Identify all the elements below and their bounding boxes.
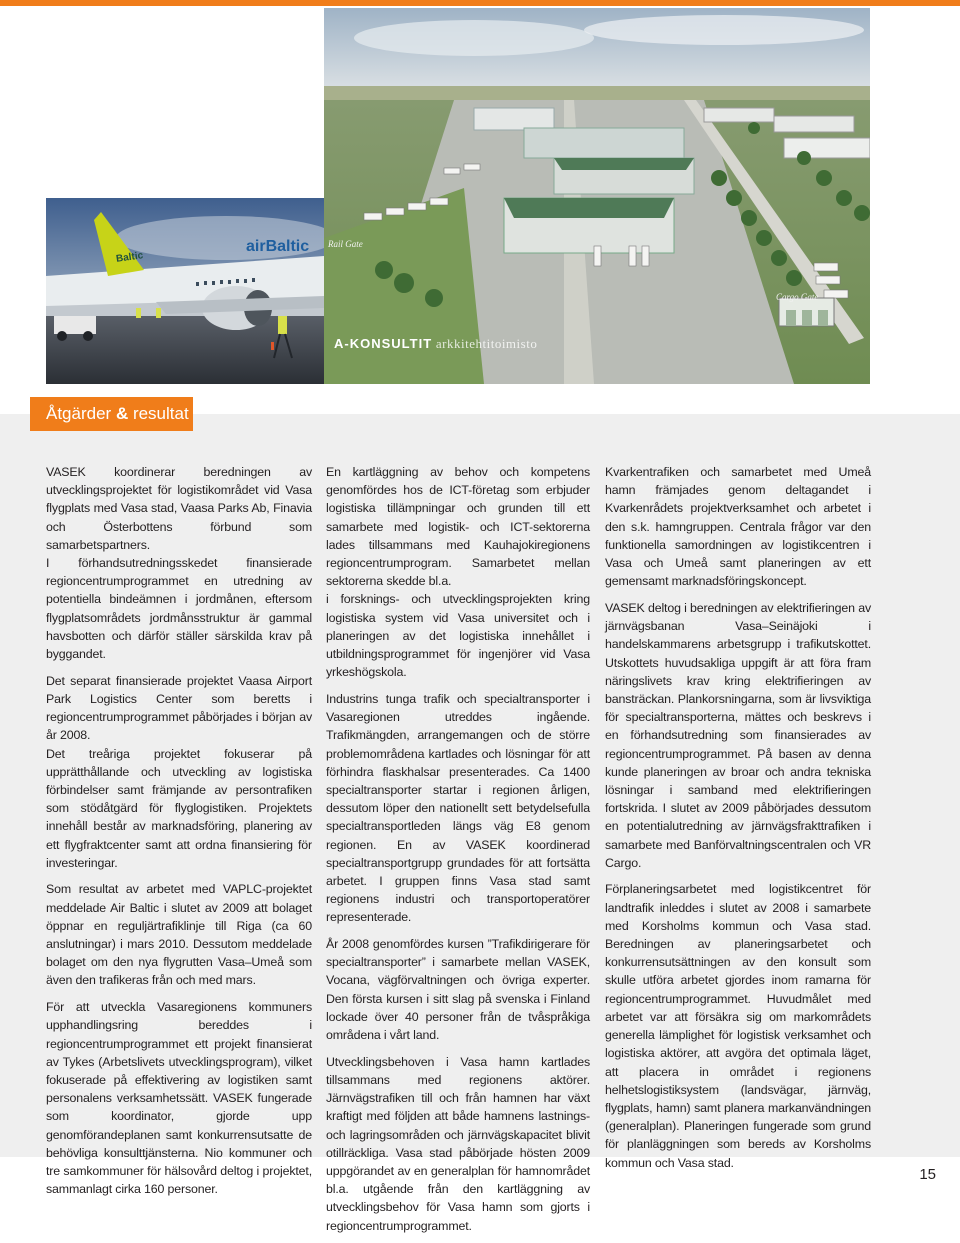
paragraph: Det treåriga projektet fokuserar på upprätthållande och utveckling av logistiska förbindelser samt främjande av persontrafiken som stödåtgärd för flyglogistiken. Projektets innehåll består av marknadsföring, planering av ett flygfraktcenter samt att ordna finansiering för investeringar. <box>46 746 312 870</box>
paragraph: Utvecklingsbehoven i Vasa hamn kartlades tillsammans med regionens aktörer. Järnvägstrafiken till och från hamnen har växt kraftigt med följden att både hamnens lastnings- och lagringsområden och järnvägskapacitet blivit otillräckliga. Vasa stad påbörjade hösten 2009 uppgörandet av en generalplan för hamnområdet bl.a. utgående från den kartläggning av utvecklingsbehov för Vasa hamn som gjorts i regioncentrumprogrammet. <box>326 1054 590 1233</box>
paragraph: Förplaneringsarbetet med logistikcentret för landtrafik inleddes i slutet av 2008 i samarbete med Korsholms kommun och Vasa stad. Beredningen av planeringsarbetet och konkurrensutsättningen av den konsult som skulle utföra arbetet gjordes inom ramarna för regioncentrumprogrammet. Huvudmålet med arbetet var att försäkra sig om markområdets generella lämplighet för logistisk verksamhet och logistiska aktörer, att avgöra det optimala läget, att placera in området i regionens helhetslogistiksystem (landsvägar, järnväg, flygplats, hamn) samt planera markanvändningen (generalplan). Planeringen fungerade som grund för planläggningen som bereds av Korsholms kommun och Vasa stad. <box>605 882 871 1170</box>
watermark-subtitle: arkkitehtitoimisto <box>435 336 538 351</box>
heading-ampersand: & <box>115 404 129 423</box>
logistics-center-aerial-image <box>324 8 870 384</box>
airbaltic-plane-photo <box>46 198 324 384</box>
top-accent-bar <box>0 0 960 6</box>
watermark-brand: A-KONSULTIT <box>334 336 433 351</box>
section-heading <box>30 397 193 431</box>
architect-watermark <box>334 336 537 352</box>
paragraph: För att utveckla Vasaregionens kommuners upphandlingsring bereddes i regioncentrumprogrammet ett projekt finansierat av Tykes (Arbetslivets utvecklingsprogram), vilket fokuserade på effektivering av logistiken samt personalens verksamhetssätt. VASEK fungerade som koordinator, gjorde upp genomförandeplanen samt konkurrensutsatte de behövliga konsulttjänsterna. Nio kommuner och tre samkommuner för hälsovård deltog i projektet, sammanlagt cirka 160 personer. <box>46 1000 312 1197</box>
page-number: 15 <box>919 1166 936 1183</box>
text-column-3 <box>605 463 871 1180</box>
text-column-1 <box>46 463 312 1207</box>
paragraph: VASEK koordinerar beredningen av utvecklingsprojektet för logistikområdet vid Vasa flygplats med Vasa stad, Vaasa Parks Ab, Finavia och Österbottens förbund som samarbetspartners. <box>46 465 312 552</box>
paragraph: Det separat finansierade projektet Vaasa Airport Park Logistics Center som beretts i regioncentrumprogrammet påbörjades i början av år 2008. <box>46 673 312 743</box>
paragraph: VASEK deltog i beredningen av elektrifieringen av järnvägsbanan Vasa–Seinäjoki i handelskammarens arbetsgrupp i trafikutskottet. Utskottets huvudsakliga uppgift är att föra fram näringslivets krav kring elektrifieringen av bansträckan. Plankorsningarna, som är livsviktiga för specialtransporterna, mättes och beskrevs i en förhandsutredning som finansierades av regioncentrumprogrammet. På basen av denna kunde planeringen av broar och andra tekniska lösningar i samband med elektrifieringen fortskrida. I slutet av 2009 påbörjades dessutom en potentialutredning av järnvägsfrakttrafiken i samarbete med Banförvaltningscentralen och VR Cargo. <box>605 600 871 870</box>
paragraph: Kvarkentrafiken och samarbetet med Umeå hamn främjades genom deltagandet i Kvarkenrådets projektverksamhet och arbetet i den s.k. hamngruppen. Centrala frågor var den funktionella samordningen av logistikcentren i Vasa och Umeå samt planeringen av ett gemensamt marknadsföringskoncept. <box>605 465 871 589</box>
cargo-gate-label: Cargo Gate <box>776 292 819 302</box>
text-column-2 <box>326 463 590 1243</box>
rail-gate-label: Rail Gate <box>328 239 363 249</box>
paragraph: En kartläggning av behov och kompetens genomfördes hos de ICT-företag som erbjuder logistiska tillämpningar och grunden till ett samarbete med logistik- och ICT-sektorerna lades tillsammans med Kauhajokiregionens regioncentrumprogram. Samarbetet mellan sektorerna skedde bl.a. <box>326 465 590 589</box>
airbaltic-livery-text: airBaltic <box>246 238 310 255</box>
paragraph: I förhandsutredningsskedet finansierade regioncentrumprogrammet en utredning av potentiella bindeämnen i jordmånen, eftersom flygplatsområdets jordmånsstruktur är gammal havsbotten och därför ställer särskilda krav på byggandet. <box>46 556 312 662</box>
paragraph: År 2008 genomfördes kursen ”Trafikdirigerare för specialtransporter” i samarbete mellan VASEK, Vocana, vägförvaltningen och övriga experter. Den första kursen i sitt slag på svenska i Finland lockade över 40 personer från de tvåspråkiga områdena i vårt land. <box>326 937 590 1043</box>
heading-part-1: Åtgärder <box>46 404 116 423</box>
heading-part-2: resultat <box>128 404 189 423</box>
paragraph: Industrins tunga trafik och specialtransporter i Vasaregionen utreddes ingående. Trafikmängden, arrangemangen och de större problemområdena kartlades och lösningar för att förhindra flaskhalsar presenterades. Ca 1400 specialtransporter startar i regionen årligen, dessutom löper den nationellt sett betydelsefulla specialtransportleden längs väg E8 genom regionen. En av VASEK koordinerad specialtransportgrupp grundades för att fortsätta arbetet. I gruppen finns Vasa stad samt regionens industri och transportoperatörer representerade. <box>326 691 590 925</box>
paragraph: Som resultat av arbetet med VAPLC-projektet meddelade Air Baltic i slutet av 2009 att bolaget öppnar en reguljärtrafiklinje till Riga (ca 60 anslutningar) i mars 2010. Dessutom meddelade bolaget om den nya flygrutten Vasa–Umeå som även den trafikeras från och med mars. <box>46 882 312 988</box>
tail-text: Baltic <box>115 250 144 265</box>
paragraph: i forsknings- och utvecklingsprojekten kring logistiska system vid Vasa universitet och i planeringen av det logistiska innehållet i utbildningsprogrammet för ingenjörer vid Vasa yrkeshögskola. <box>326 592 590 680</box>
